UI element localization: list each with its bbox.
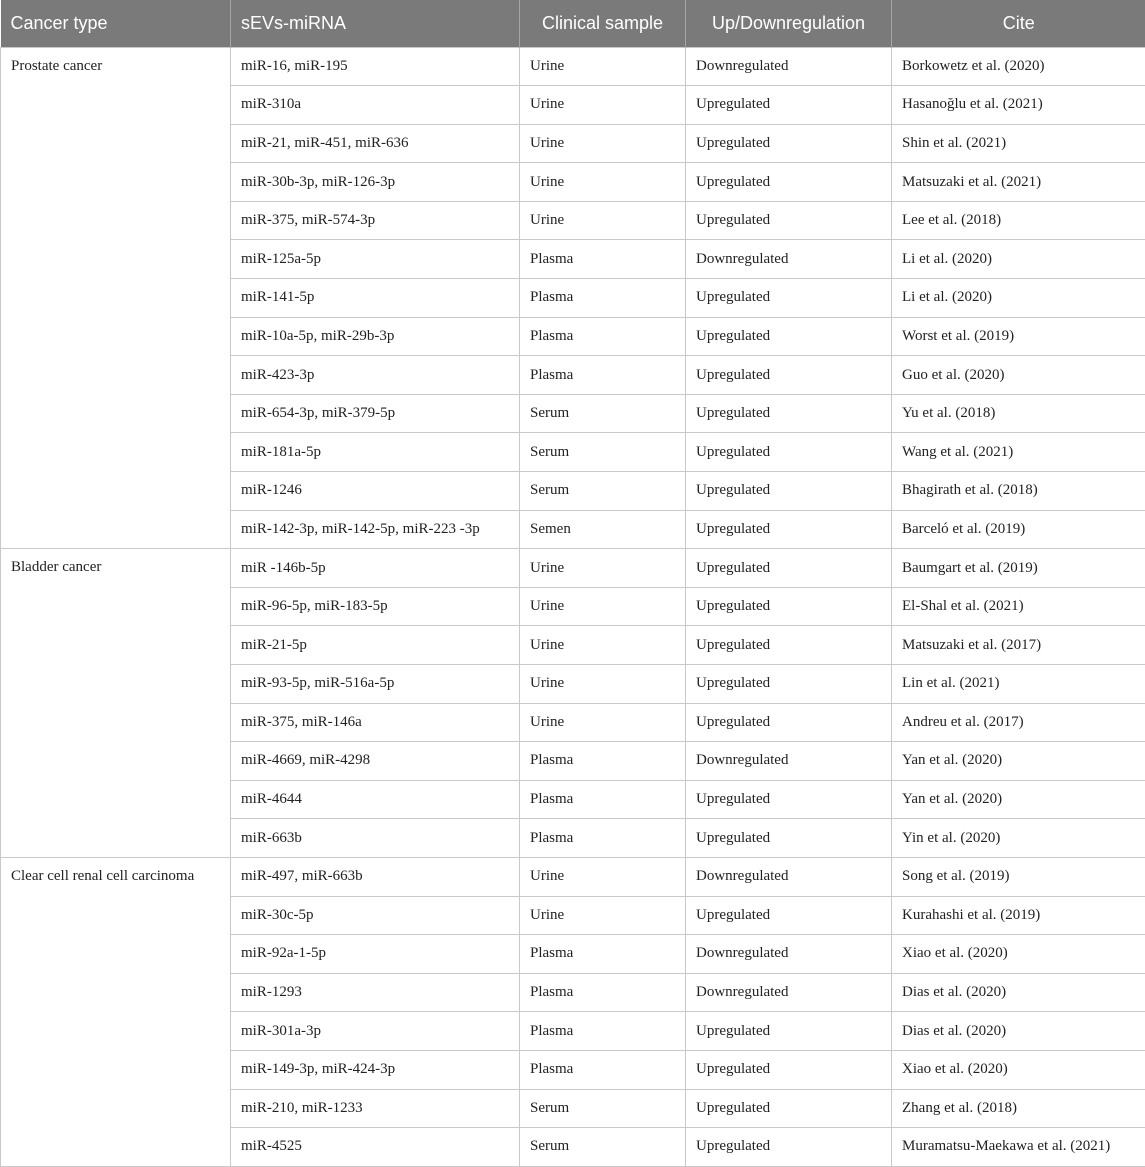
regulation-cell: Upregulated bbox=[686, 1050, 892, 1089]
mirna-cell: miR-654-3p, miR-379-5p bbox=[231, 394, 520, 433]
clinical-sample-cell: Serum bbox=[520, 472, 686, 511]
cite-cell: Dias et al. (2020) bbox=[892, 1012, 1145, 1051]
cite-cell: Yu et al. (2018) bbox=[892, 394, 1145, 433]
regulation-cell: Downregulated bbox=[686, 742, 892, 781]
regulation-cell: Downregulated bbox=[686, 240, 892, 279]
clinical-sample-cell: Urine bbox=[520, 896, 686, 935]
regulation-cell: Upregulated bbox=[686, 124, 892, 163]
header-clinical-sample: Clinical sample bbox=[520, 0, 686, 47]
cancer-type-cell: Bladder cancer bbox=[1, 549, 231, 858]
regulation-cell: Upregulated bbox=[686, 780, 892, 819]
regulation-cell: Upregulated bbox=[686, 703, 892, 742]
clinical-sample-cell: Urine bbox=[520, 86, 686, 125]
regulation-cell: Upregulated bbox=[686, 317, 892, 356]
regulation-cell: Upregulated bbox=[686, 1012, 892, 1051]
mirna-cell: miR-301a-3p bbox=[231, 1012, 520, 1051]
cite-cell: Borkowetz et al. (2020) bbox=[892, 47, 1145, 86]
mirna-cell: miR-210, miR-1233 bbox=[231, 1089, 520, 1128]
clinical-sample-cell: Plasma bbox=[520, 356, 686, 395]
cite-cell: Bhagirath et al. (2018) bbox=[892, 472, 1145, 511]
cite-cell: Song et al. (2019) bbox=[892, 857, 1145, 896]
clinical-sample-cell: Plasma bbox=[520, 1050, 686, 1089]
mirna-cell: miR-4525 bbox=[231, 1128, 520, 1167]
regulation-cell: Upregulated bbox=[686, 279, 892, 318]
cite-cell: Baumgart et al. (2019) bbox=[892, 549, 1145, 588]
mirna-cell: miR-30c-5p bbox=[231, 896, 520, 935]
clinical-sample-cell: Serum bbox=[520, 1128, 686, 1167]
mirna-cell: miR-4669, miR-4298 bbox=[231, 742, 520, 781]
clinical-sample-cell: Plasma bbox=[520, 973, 686, 1012]
cite-cell: Yin et al. (2020) bbox=[892, 819, 1145, 858]
header-sevs-mirna: sEVs-miRNA bbox=[231, 0, 520, 47]
mirna-cell: miR -146b-5p bbox=[231, 549, 520, 588]
table-row bbox=[1, 549, 1145, 588]
regulation-cell: Upregulated bbox=[686, 626, 892, 665]
mirna-cell: miR-375, miR-574-3p bbox=[231, 201, 520, 240]
clinical-sample-cell: Plasma bbox=[520, 317, 686, 356]
mirna-cell: miR-96-5p, miR-183-5p bbox=[231, 587, 520, 626]
cite-cell: Matsuzaki et al. (2017) bbox=[892, 626, 1145, 665]
mirna-cell: miR-663b bbox=[231, 819, 520, 858]
clinical-sample-cell: Urine bbox=[520, 124, 686, 163]
clinical-sample-cell: Plasma bbox=[520, 780, 686, 819]
clinical-sample-cell: Urine bbox=[520, 47, 686, 86]
cite-cell: Barceló et al. (2019) bbox=[892, 510, 1145, 549]
clinical-sample-cell: Urine bbox=[520, 163, 686, 202]
regulation-cell: Upregulated bbox=[686, 896, 892, 935]
cite-cell: Worst et al. (2019) bbox=[892, 317, 1145, 356]
clinical-sample-cell: Plasma bbox=[520, 819, 686, 858]
cite-cell: Lin et al. (2021) bbox=[892, 665, 1145, 704]
regulation-cell: Downregulated bbox=[686, 973, 892, 1012]
mirna-cell: miR-423-3p bbox=[231, 356, 520, 395]
table-body bbox=[1, 47, 1145, 1166]
regulation-cell: Downregulated bbox=[686, 935, 892, 974]
regulation-cell: Upregulated bbox=[686, 394, 892, 433]
cite-cell: Xiao et al. (2020) bbox=[892, 1050, 1145, 1089]
cite-cell: Dias et al. (2020) bbox=[892, 973, 1145, 1012]
regulation-cell: Upregulated bbox=[686, 510, 892, 549]
clinical-sample-cell: Plasma bbox=[520, 1012, 686, 1051]
clinical-sample-cell: Serum bbox=[520, 394, 686, 433]
cite-cell: Wang et al. (2021) bbox=[892, 433, 1145, 472]
mirna-cell: miR-497, miR-663b bbox=[231, 857, 520, 896]
regulation-cell: Upregulated bbox=[686, 665, 892, 704]
clinical-sample-cell: Urine bbox=[520, 703, 686, 742]
cite-cell: Xiao et al. (2020) bbox=[892, 935, 1145, 974]
mirna-cell: miR-92a-1-5p bbox=[231, 935, 520, 974]
clinical-sample-cell: Urine bbox=[520, 549, 686, 588]
regulation-cell: Upregulated bbox=[686, 163, 892, 202]
regulation-cell: Upregulated bbox=[686, 549, 892, 588]
mirna-cell: miR-141-5p bbox=[231, 279, 520, 318]
cite-cell: Yan et al. (2020) bbox=[892, 742, 1145, 781]
mirna-cell: miR-1246 bbox=[231, 472, 520, 511]
regulation-cell: Upregulated bbox=[686, 819, 892, 858]
table-row bbox=[1, 47, 1145, 86]
mirna-cell: miR-93-5p, miR-516a-5p bbox=[231, 665, 520, 704]
regulation-cell: Upregulated bbox=[686, 472, 892, 511]
clinical-sample-cell: Urine bbox=[520, 587, 686, 626]
regulation-cell: Upregulated bbox=[686, 356, 892, 395]
cite-cell: Li et al. (2020) bbox=[892, 279, 1145, 318]
clinical-sample-cell: Plasma bbox=[520, 935, 686, 974]
mirna-cell: miR-375, miR-146a bbox=[231, 703, 520, 742]
mirna-cell: miR-142-3p, miR-142-5p, miR-223 -3p bbox=[231, 510, 520, 549]
clinical-sample-cell: Plasma bbox=[520, 240, 686, 279]
mirna-cell: miR-21, miR-451, miR-636 bbox=[231, 124, 520, 163]
clinical-sample-cell: Serum bbox=[520, 433, 686, 472]
cancer-type-cell: Clear cell renal cell carcinoma bbox=[1, 857, 231, 1166]
mirna-cell: miR-149-3p, miR-424-3p bbox=[231, 1050, 520, 1089]
mirna-cell: miR-1293 bbox=[231, 973, 520, 1012]
cite-cell: Guo et al. (2020) bbox=[892, 356, 1145, 395]
cite-cell: Hasanoğlu et al. (2021) bbox=[892, 86, 1145, 125]
cite-cell: Matsuzaki et al. (2021) bbox=[892, 163, 1145, 202]
cite-cell: Muramatsu-Maekawa et al. (2021) bbox=[892, 1128, 1145, 1167]
header-row bbox=[1, 0, 1145, 47]
mirna-cell: miR-21-5p bbox=[231, 626, 520, 665]
mirna-cell: miR-310a bbox=[231, 86, 520, 125]
cite-cell: Zhang et al. (2018) bbox=[892, 1089, 1145, 1128]
cite-cell: Shin et al. (2021) bbox=[892, 124, 1145, 163]
mirna-cell: miR-4644 bbox=[231, 780, 520, 819]
regulation-cell: Upregulated bbox=[686, 433, 892, 472]
clinical-sample-cell: Urine bbox=[520, 665, 686, 704]
header-cancer-type: Cancer type bbox=[1, 0, 231, 47]
cite-cell: Yan et al. (2020) bbox=[892, 780, 1145, 819]
cite-cell: Lee et al. (2018) bbox=[892, 201, 1145, 240]
header-regulation: Up/Downregulation bbox=[686, 0, 892, 47]
cancer-type-cell: Prostate cancer bbox=[1, 47, 231, 549]
clinical-sample-cell: Urine bbox=[520, 626, 686, 665]
cite-cell: El-Shal et al. (2021) bbox=[892, 587, 1145, 626]
regulation-cell: Upregulated bbox=[686, 201, 892, 240]
clinical-sample-cell: Urine bbox=[520, 201, 686, 240]
regulation-cell: Upregulated bbox=[686, 1128, 892, 1167]
mirna-cell: miR-125a-5p bbox=[231, 240, 520, 279]
clinical-sample-cell: Urine bbox=[520, 857, 686, 896]
regulation-cell: Downregulated bbox=[686, 47, 892, 86]
regulation-cell: Upregulated bbox=[686, 86, 892, 125]
mirna-cell: miR-181a-5p bbox=[231, 433, 520, 472]
table-row bbox=[1, 857, 1145, 896]
mirna-cell: miR-10a-5p, miR-29b-3p bbox=[231, 317, 520, 356]
clinical-sample-cell: Semen bbox=[520, 510, 686, 549]
cite-cell: Kurahashi et al. (2019) bbox=[892, 896, 1145, 935]
mirna-cell: miR-16, miR-195 bbox=[231, 47, 520, 86]
regulation-cell: Upregulated bbox=[686, 587, 892, 626]
header-cite: Cite bbox=[892, 0, 1145, 47]
cite-cell: Andreu et al. (2017) bbox=[892, 703, 1145, 742]
table-header bbox=[1, 0, 1145, 47]
clinical-sample-cell: Plasma bbox=[520, 279, 686, 318]
regulation-cell: Downregulated bbox=[686, 857, 892, 896]
cite-cell: Li et al. (2020) bbox=[892, 240, 1145, 279]
mirna-cell: miR-30b-3p, miR-126-3p bbox=[231, 163, 520, 202]
clinical-sample-cell: Serum bbox=[520, 1089, 686, 1128]
regulation-cell: Upregulated bbox=[686, 1089, 892, 1128]
clinical-sample-cell: Plasma bbox=[520, 742, 686, 781]
